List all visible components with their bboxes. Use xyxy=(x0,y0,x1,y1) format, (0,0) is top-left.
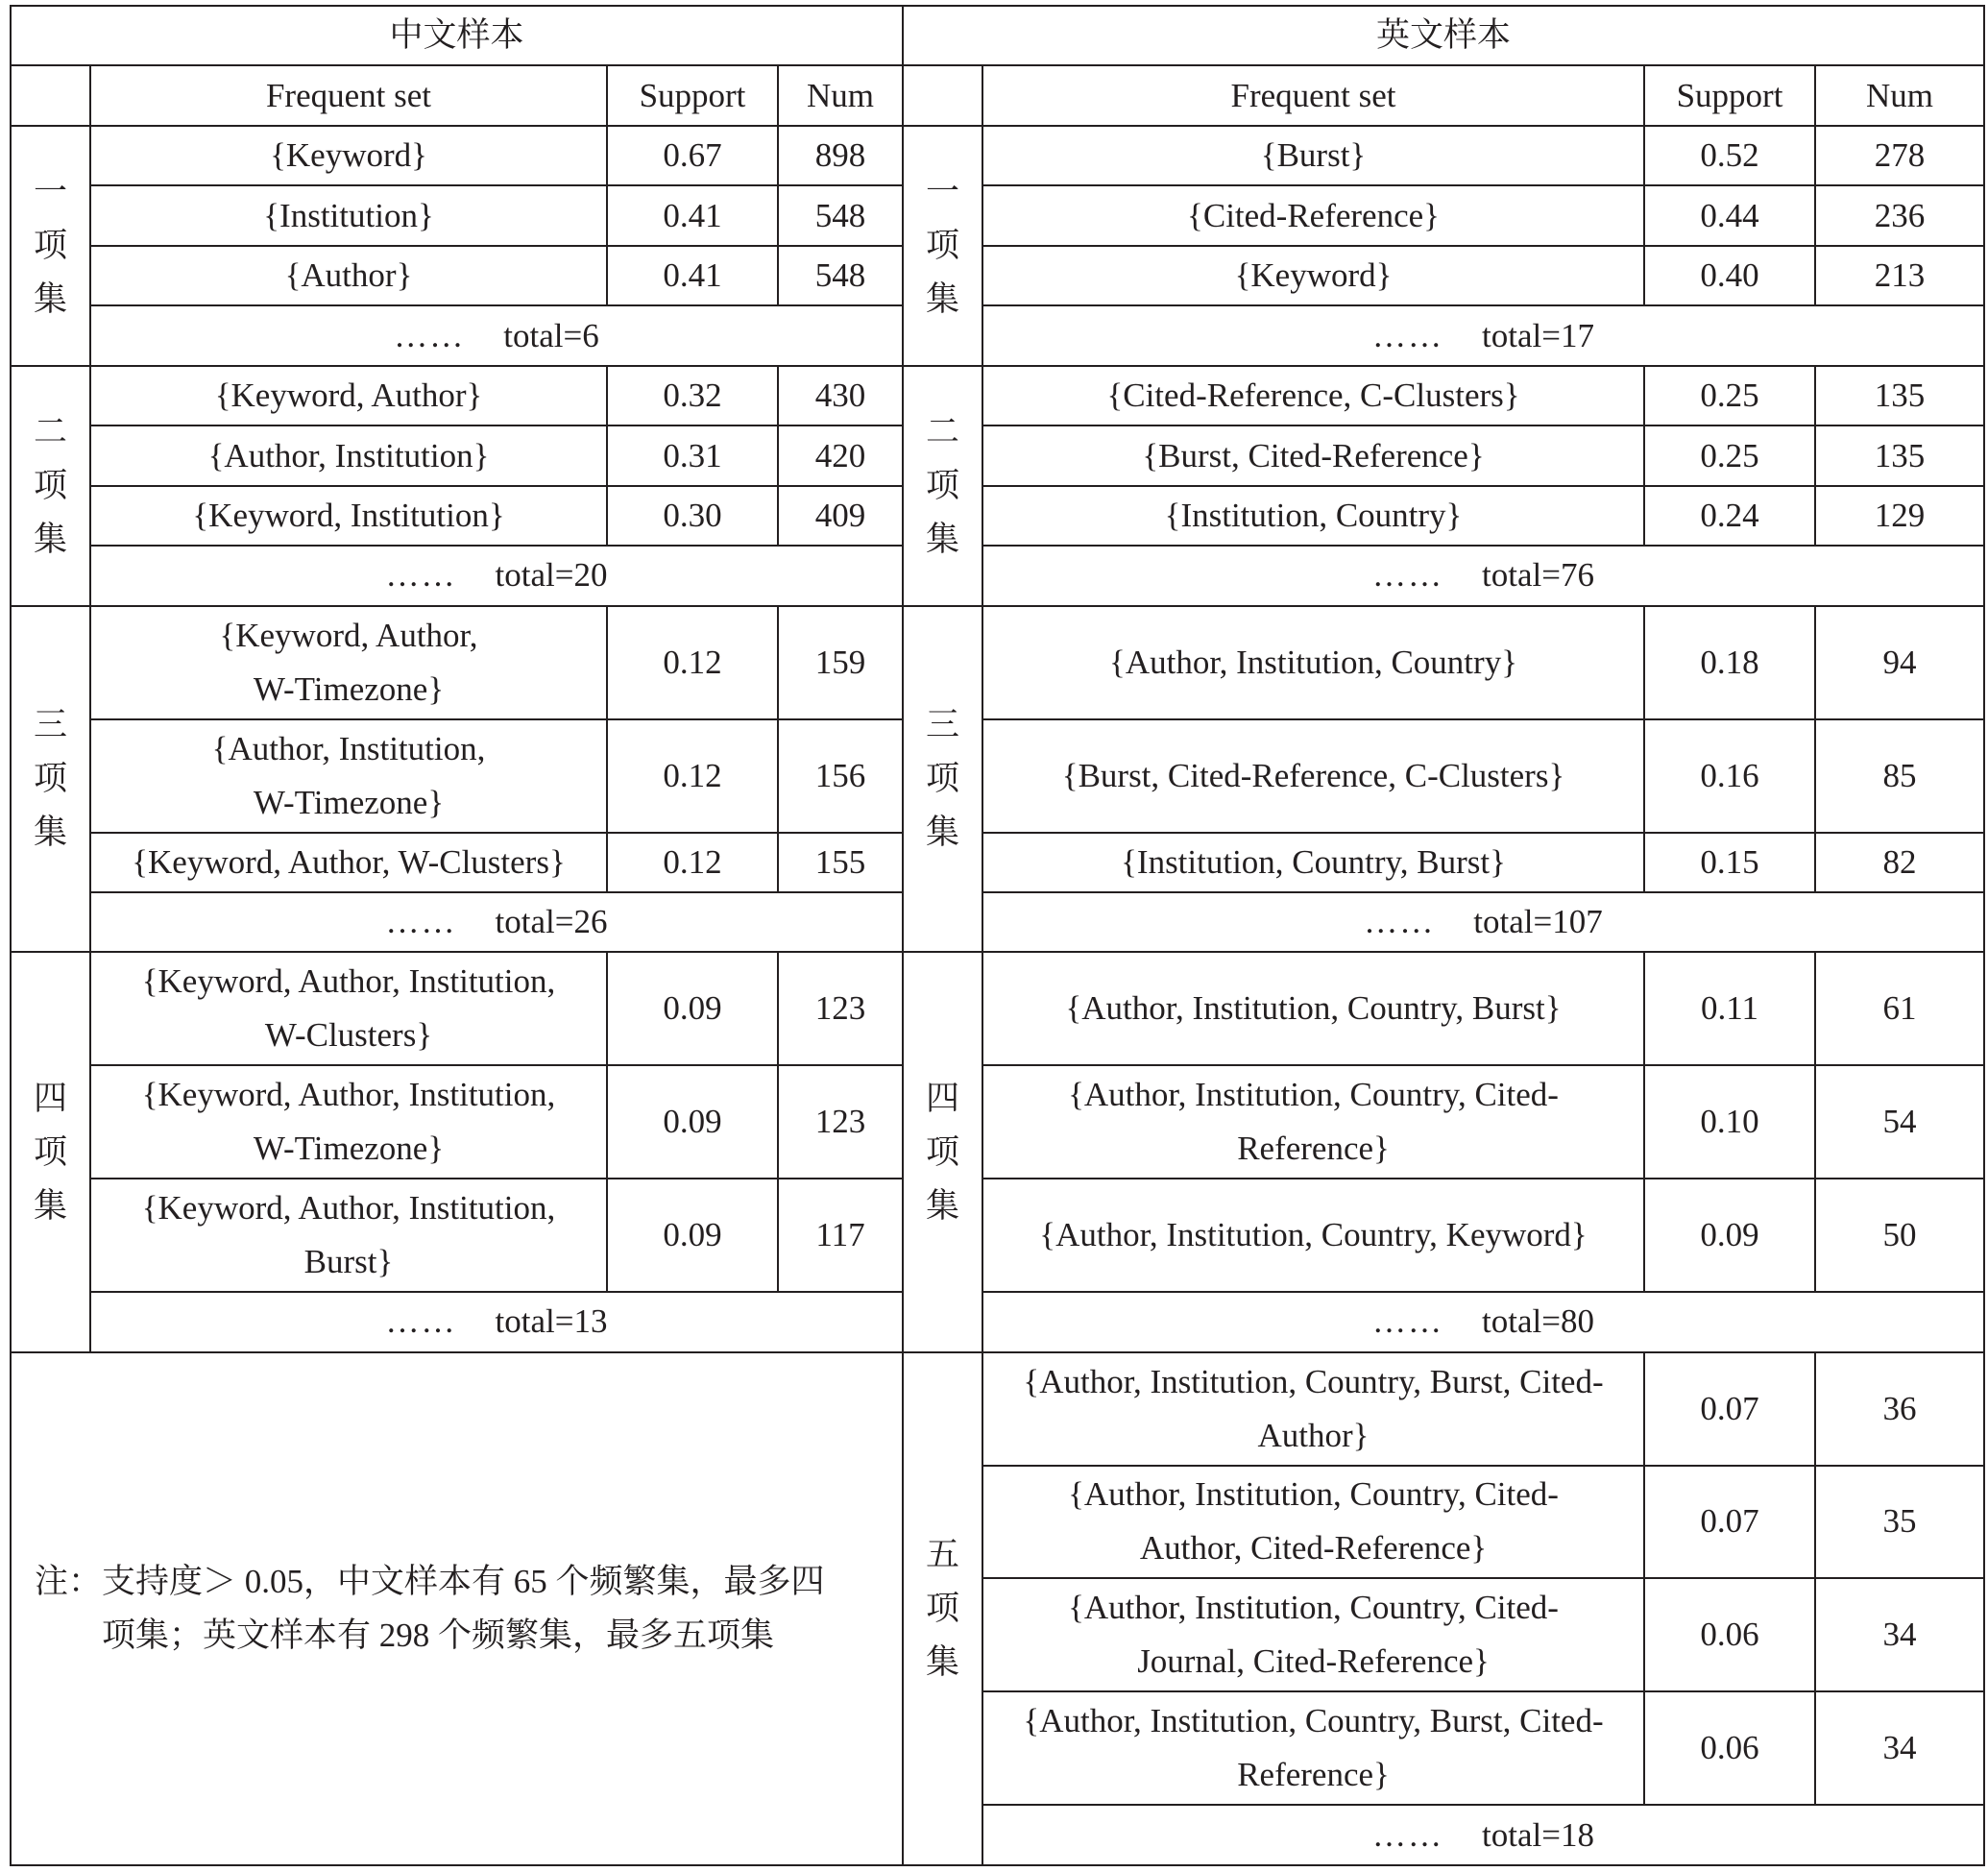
total-count: total=80 xyxy=(1482,1302,1594,1341)
en-support: 0.44 xyxy=(1644,185,1815,245)
en-frequent-set-header: Frequent set xyxy=(982,65,1644,125)
itemset-label-char: 一 xyxy=(33,172,67,210)
cn-support: 0.41 xyxy=(607,185,778,245)
itemset-label xyxy=(11,126,90,366)
total-row xyxy=(982,1292,1984,1351)
en-support: 0.18 xyxy=(1644,606,1815,719)
table-row xyxy=(11,952,1984,1065)
total-row xyxy=(90,546,903,605)
cn-support: 0.30 xyxy=(607,486,778,546)
en-num: 236 xyxy=(1815,185,1984,245)
table-row xyxy=(11,366,1984,425)
itemset-label-char: 集 xyxy=(33,1186,67,1225)
table-row xyxy=(11,305,1984,365)
cn-frequent-set: {Author} xyxy=(90,246,607,305)
en-frequent-set xyxy=(982,1691,1644,1805)
itemset-label-char: 集 xyxy=(33,280,67,318)
itemset-label-char: 一 xyxy=(926,172,960,210)
ellipsis: …… xyxy=(394,316,466,354)
en-frequent-set xyxy=(982,1352,1644,1466)
cn-blank-header xyxy=(11,65,90,125)
cn-support-header: Support xyxy=(607,65,778,125)
note-line2: 项集；英文样本有 298 个频繁集，最多五项集 xyxy=(102,1616,775,1654)
table-row xyxy=(11,833,1984,892)
cn-num: 548 xyxy=(778,185,903,245)
cn-frequent-set xyxy=(90,1179,607,1292)
itemset-label-char: 集 xyxy=(926,520,960,558)
en-num: 34 xyxy=(1815,1691,1984,1805)
en-num: 50 xyxy=(1815,1179,1984,1292)
frequent-set-line: {Author, Institution, Country, Burst, Cited- xyxy=(1023,1702,1604,1740)
cn-support: 0.09 xyxy=(607,1065,778,1179)
en-frequent-set: {Author, Institution, Country} xyxy=(982,606,1644,719)
total-count: total=13 xyxy=(495,1302,608,1341)
cn-num: 548 xyxy=(778,246,903,305)
en-frequent-set: {Author, Institution, Country, Burst} xyxy=(982,952,1644,1065)
total-row xyxy=(982,892,1984,952)
en-num: 82 xyxy=(1815,833,1984,892)
itemset-label-char: 二 xyxy=(33,412,67,450)
frequent-set-line: Burst} xyxy=(303,1243,394,1281)
en-frequent-set: {Burst, Cited-Reference} xyxy=(982,425,1644,485)
itemset-label-char: 项 xyxy=(33,466,67,504)
cn-frequent-set: {Keyword, Author, W-Clusters} xyxy=(90,833,607,892)
cn-num: 155 xyxy=(778,833,903,892)
cn-num: 156 xyxy=(778,719,903,833)
itemset-label xyxy=(11,606,90,953)
en-support: 0.25 xyxy=(1644,425,1815,485)
en-frequent-set: {Institution, Country} xyxy=(982,486,1644,546)
frequent-set-line: Reference} xyxy=(1237,1756,1390,1794)
en-support: 0.24 xyxy=(1644,486,1815,546)
cn-support: 0.12 xyxy=(607,833,778,892)
cn-frequent-set xyxy=(90,952,607,1065)
frequent-set-line: Author} xyxy=(1257,1416,1370,1454)
itemset-label-char: 项 xyxy=(33,226,67,264)
itemset-label-char: 四 xyxy=(926,1079,960,1117)
cn-num: 409 xyxy=(778,486,903,546)
en-num: 85 xyxy=(1815,719,1984,833)
itemset-label-char: 项 xyxy=(926,226,960,264)
total-count: total=107 xyxy=(1473,903,1603,941)
frequent-set-line: {Keyword, Author, Institution, xyxy=(141,1189,556,1228)
en-support: 0.10 xyxy=(1644,1065,1815,1179)
cn-num: 159 xyxy=(778,606,903,719)
table-row xyxy=(11,546,1984,605)
cn-frequent-set: {Institution} xyxy=(90,185,607,245)
en-frequent-set: {Burst, Cited-Reference, C-Clusters} xyxy=(982,719,1644,833)
cn-num: 117 xyxy=(778,1179,903,1292)
ellipsis: …… xyxy=(1372,1302,1444,1341)
en-num: 35 xyxy=(1815,1466,1984,1579)
itemset-label-char: 项 xyxy=(33,1132,67,1171)
total-count: total=6 xyxy=(503,316,599,354)
en-num: 36 xyxy=(1815,1352,1984,1466)
itemset-label-char: 三 xyxy=(926,706,960,744)
ellipsis: …… xyxy=(385,1302,457,1341)
frequent-set-line: {Keyword, Author, Institution, xyxy=(141,962,556,1001)
cn-support: 0.41 xyxy=(607,246,778,305)
en-frequent-set: {Burst} xyxy=(982,126,1644,185)
cn-support: 0.09 xyxy=(607,1179,778,1292)
cn-num: 420 xyxy=(778,425,903,485)
itemset-label-char: 项 xyxy=(926,466,960,504)
total-row xyxy=(90,305,903,365)
ellipsis: …… xyxy=(385,556,457,595)
frequent-set-line: {Author, Institution, Country, Cited- xyxy=(1068,1076,1559,1114)
en-frequent-set xyxy=(982,1578,1644,1691)
cn-support: 0.12 xyxy=(607,606,778,719)
itemset-label-char: 集 xyxy=(926,1186,960,1225)
note xyxy=(11,1352,903,1865)
cn-num: 898 xyxy=(778,126,903,185)
en-sample-header: 英文样本 xyxy=(903,6,1984,65)
itemset-label-char: 集 xyxy=(33,520,67,558)
en-num: 54 xyxy=(1815,1065,1984,1179)
frequent-set-line: {Keyword, Author, Institution, xyxy=(141,1076,556,1114)
cn-frequent-set: {Keyword} xyxy=(90,126,607,185)
table-row xyxy=(11,892,1984,952)
cn-sample-header: 中文样本 xyxy=(11,6,903,65)
en-support: 0.25 xyxy=(1644,366,1815,425)
frequent-set-line: Reference} xyxy=(1237,1130,1390,1168)
itemset-label xyxy=(903,606,982,953)
en-num-header: Num xyxy=(1815,65,1984,125)
itemset-label-char: 四 xyxy=(33,1079,67,1117)
itemset-label xyxy=(903,366,982,606)
itemset-label-char: 项 xyxy=(33,760,67,798)
cn-frequent-set-header: Frequent set xyxy=(90,65,607,125)
en-num: 135 xyxy=(1815,425,1984,485)
ellipsis: …… xyxy=(1372,1815,1444,1854)
itemset-label xyxy=(11,952,90,1351)
en-frequent-set xyxy=(982,1065,1644,1179)
total-count: total=20 xyxy=(495,556,608,595)
frequent-set-table xyxy=(10,5,1985,1866)
table-row xyxy=(11,185,1984,245)
en-support: 0.07 xyxy=(1644,1466,1815,1579)
total-count: total=26 xyxy=(495,903,608,941)
en-support: 0.11 xyxy=(1644,952,1815,1065)
table-row xyxy=(11,246,1984,305)
en-num: 34 xyxy=(1815,1578,1984,1691)
en-frequent-set: {Cited-Reference} xyxy=(982,185,1644,245)
itemset-label-char: 五 xyxy=(926,1535,960,1573)
total-count: total=18 xyxy=(1482,1815,1594,1854)
sample-header-row xyxy=(11,6,1984,65)
table-row xyxy=(11,1292,1984,1351)
frequent-set-line: W-Timezone} xyxy=(253,783,445,821)
itemset-label-char: 三 xyxy=(33,706,67,744)
table-row xyxy=(11,1179,1984,1292)
cn-frequent-set: {Keyword, Institution} xyxy=(90,486,607,546)
frequent-set-line: {Author, Institution, xyxy=(211,729,486,767)
en-num: 213 xyxy=(1815,246,1984,305)
cn-frequent-set xyxy=(90,1065,607,1179)
en-frequent-set: {Author, Institution, Country, Keyword} xyxy=(982,1179,1644,1292)
cn-num: 430 xyxy=(778,366,903,425)
table-row xyxy=(11,719,1984,833)
table-row xyxy=(11,126,1984,185)
frequent-set-line: W-Timezone} xyxy=(253,669,445,708)
table-row xyxy=(11,486,1984,546)
en-num: 278 xyxy=(1815,126,1984,185)
frequent-set-line: Author, Cited-Reference} xyxy=(1139,1529,1488,1568)
total-row xyxy=(90,892,903,952)
itemset-label-char: 二 xyxy=(926,412,960,450)
en-support-header: Support xyxy=(1644,65,1815,125)
itemset-label-char: 集 xyxy=(926,814,960,852)
frequent-set-line: W-Clusters} xyxy=(264,1016,433,1055)
en-support: 0.40 xyxy=(1644,246,1815,305)
frequent-set-line: {Author, Institution, Country, Burst, Cited- xyxy=(1023,1362,1604,1400)
cn-frequent-set xyxy=(90,606,607,719)
table-row xyxy=(11,1065,1984,1179)
en-num: 129 xyxy=(1815,486,1984,546)
table-row xyxy=(11,606,1984,719)
ellipsis: …… xyxy=(1372,316,1444,354)
note-line1: 注：支持度＞ 0.05，中文样本有 65 个频繁集，最多四 xyxy=(35,1562,825,1600)
itemset-label-char: 项 xyxy=(926,1589,960,1627)
itemset-label xyxy=(903,952,982,1351)
cn-num: 123 xyxy=(778,1065,903,1179)
en-num: 61 xyxy=(1815,952,1984,1065)
frequent-set-line: W-Timezone} xyxy=(253,1130,445,1168)
total-count: total=17 xyxy=(1482,316,1594,354)
itemset-label xyxy=(903,1352,982,1865)
en-frequent-set xyxy=(982,1466,1644,1579)
en-support: 0.06 xyxy=(1644,1578,1815,1691)
frequent-set-line: {Author, Institution, Country, Cited- xyxy=(1068,1589,1559,1627)
itemset-label-char: 集 xyxy=(926,280,960,318)
en-frequent-set: {Cited-Reference, C-Clusters} xyxy=(982,366,1644,425)
en-support: 0.52 xyxy=(1644,126,1815,185)
cn-support: 0.67 xyxy=(607,126,778,185)
table-row xyxy=(11,1352,1984,1466)
en-support: 0.09 xyxy=(1644,1179,1815,1292)
total-row xyxy=(982,546,1984,605)
itemset-label-char: 集 xyxy=(926,1642,960,1681)
cn-frequent-set: {Keyword, Author} xyxy=(90,366,607,425)
cn-frequent-set xyxy=(90,719,607,833)
itemset-label-char: 项 xyxy=(926,1132,960,1171)
cn-support: 0.32 xyxy=(607,366,778,425)
en-frequent-set: {Keyword} xyxy=(982,246,1644,305)
en-support: 0.07 xyxy=(1644,1352,1815,1466)
total-row xyxy=(90,1292,903,1351)
cn-num: 123 xyxy=(778,952,903,1065)
itemset-label-char: 项 xyxy=(926,760,960,798)
frequent-set-line: Journal, Cited-Reference} xyxy=(1137,1642,1490,1681)
en-support: 0.15 xyxy=(1644,833,1815,892)
table-row xyxy=(11,425,1984,485)
cn-frequent-set: {Author, Institution} xyxy=(90,425,607,485)
en-support: 0.06 xyxy=(1644,1691,1815,1805)
total-row xyxy=(982,1805,1984,1865)
cn-support: 0.31 xyxy=(607,425,778,485)
column-header-row xyxy=(11,65,1984,125)
en-num: 94 xyxy=(1815,606,1984,719)
cn-num-header: Num xyxy=(778,65,903,125)
en-frequent-set: {Institution, Country, Burst} xyxy=(982,833,1644,892)
en-num: 135 xyxy=(1815,366,1984,425)
ellipsis: …… xyxy=(1364,903,1436,941)
ellipsis: …… xyxy=(385,903,457,941)
total-count: total=76 xyxy=(1482,556,1594,595)
cn-support: 0.09 xyxy=(607,952,778,1065)
en-support: 0.16 xyxy=(1644,719,1815,833)
ellipsis: …… xyxy=(1372,556,1444,595)
en-blank-header xyxy=(903,65,982,125)
frequent-set-line: {Author, Institution, Country, Cited- xyxy=(1068,1475,1559,1514)
total-row xyxy=(982,305,1984,365)
itemset-label xyxy=(903,126,982,366)
itemset-label-char: 集 xyxy=(33,814,67,852)
frequent-set-line: {Keyword, Author, xyxy=(219,616,478,654)
itemset-label xyxy=(11,366,90,606)
cn-support: 0.12 xyxy=(607,719,778,833)
